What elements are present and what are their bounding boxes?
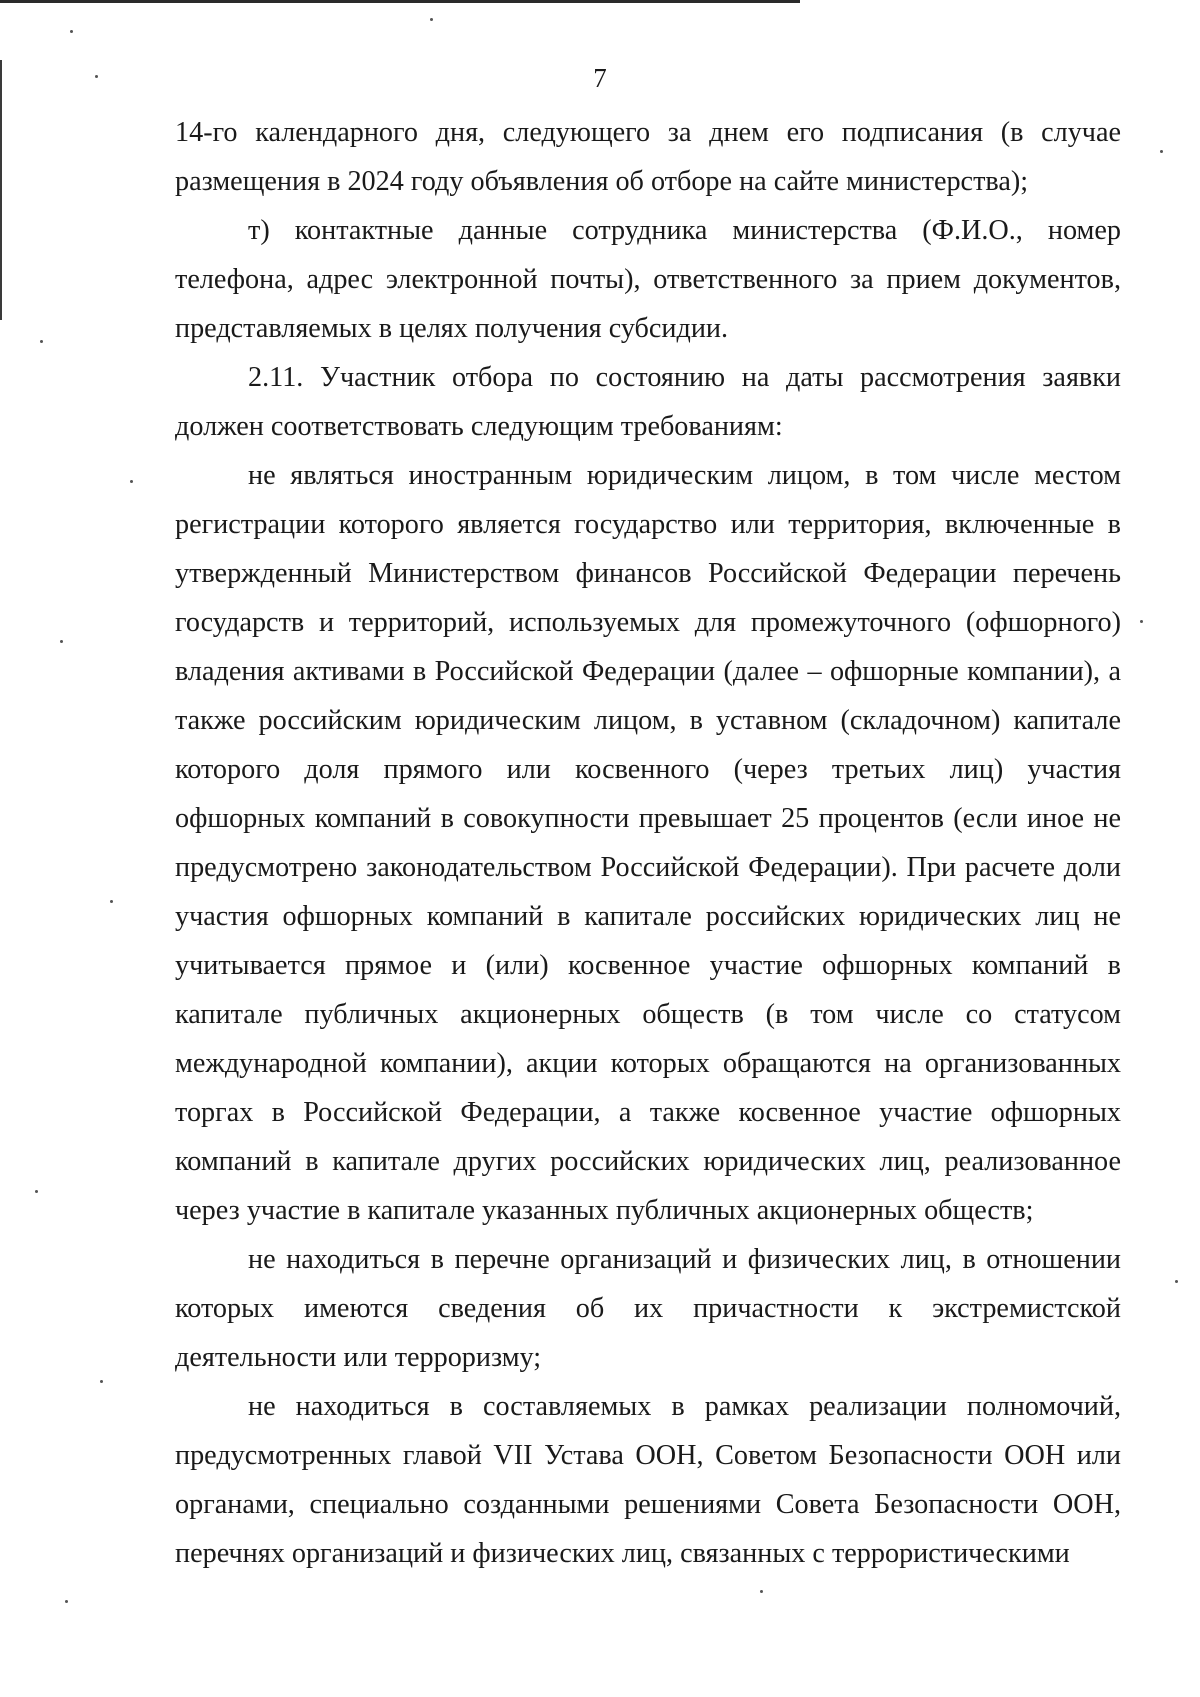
scan-speck — [100, 1380, 103, 1383]
scan-speck — [1140, 620, 1143, 623]
scan-speck — [65, 1600, 68, 1603]
scan-speck — [95, 75, 98, 78]
paragraph-un-sanctions: не находиться в составляемых в рамках реализации полномочий, предусмотренных главой VII Устава ООН, Советом Безопасности ООН или органами, специально созданными решениями Совета Безопасности ООН, перечнях организаций и физических лиц, связанных с террористическими — [175, 1391, 1121, 1569]
scan-speck — [60, 640, 63, 643]
paragraph-offshore-requirement: не являться иностранным юридическим лицом, в том числе местом регистрации которого является государство или территория, включенные в утвержденный Министерством финансов Российской Федерации перечень государств и территорий, используемых для промежуточного (офшорного) владения активами в Российской Федерации (далее – офшорные компании), а также российским юридическим лицом, в уставном (складочном) капитале которого доля прямого или косвенного (через третьих лиц) участия офшорных компаний в совокупности превышает 25 процентов (если иное не предусмотрено законодательством Российской Федерации). При расчете доли участия офшорных компаний в капитале российских юридических лиц не учитывается прямое и (или) косвенное участие офшорных компаний в капитале публичных акционерных обществ (в том числе со статусом международной компании), акции которых обращаются на организованных торгах в Российской Федерации, а также косвенное участие офшорных компаний в капитале других российских юридических лиц, реализованное через участие в капитале указанных публичных акционерных обществ; — [175, 460, 1121, 1226]
scan-speck — [430, 18, 433, 21]
scan-speck — [1175, 1280, 1178, 1283]
scan-speck — [35, 1190, 38, 1193]
document-body — [175, 108, 1121, 1578]
paragraph-section-2-11: 2.11. Участник отбора по состоянию на даты рассмотрения заявки должен соответствовать следующим требованиям: — [175, 362, 1121, 442]
scan-speck — [40, 340, 43, 343]
scan-speck — [110, 900, 113, 903]
scan-speck — [760, 1590, 763, 1593]
scan-top-edge — [0, 0, 800, 3]
paragraph-extremism-list: не находиться в перечне организаций и физических лиц, в отношении которых имеются сведения об их причастности к экстремистской деятельности или терроризму; — [175, 1244, 1121, 1373]
scan-speck — [70, 30, 73, 33]
scan-left-edge — [0, 60, 2, 320]
scan-speck — [130, 480, 133, 483]
paragraph-contact-data: т) контактные данные сотрудника министерства (Ф.И.О., номер телефона, адрес электронной почты), ответственного за прием документов, представляемых в целях получения субсидии. — [175, 215, 1121, 344]
page-number: 7 — [593, 63, 607, 93]
scan-speck — [1160, 150, 1163, 153]
paragraph-continuation: 14-го календарного дня, следующего за днем его подписания (в случае размещения в 2024 году объявления об отборе на сайте министерства); — [175, 117, 1121, 197]
